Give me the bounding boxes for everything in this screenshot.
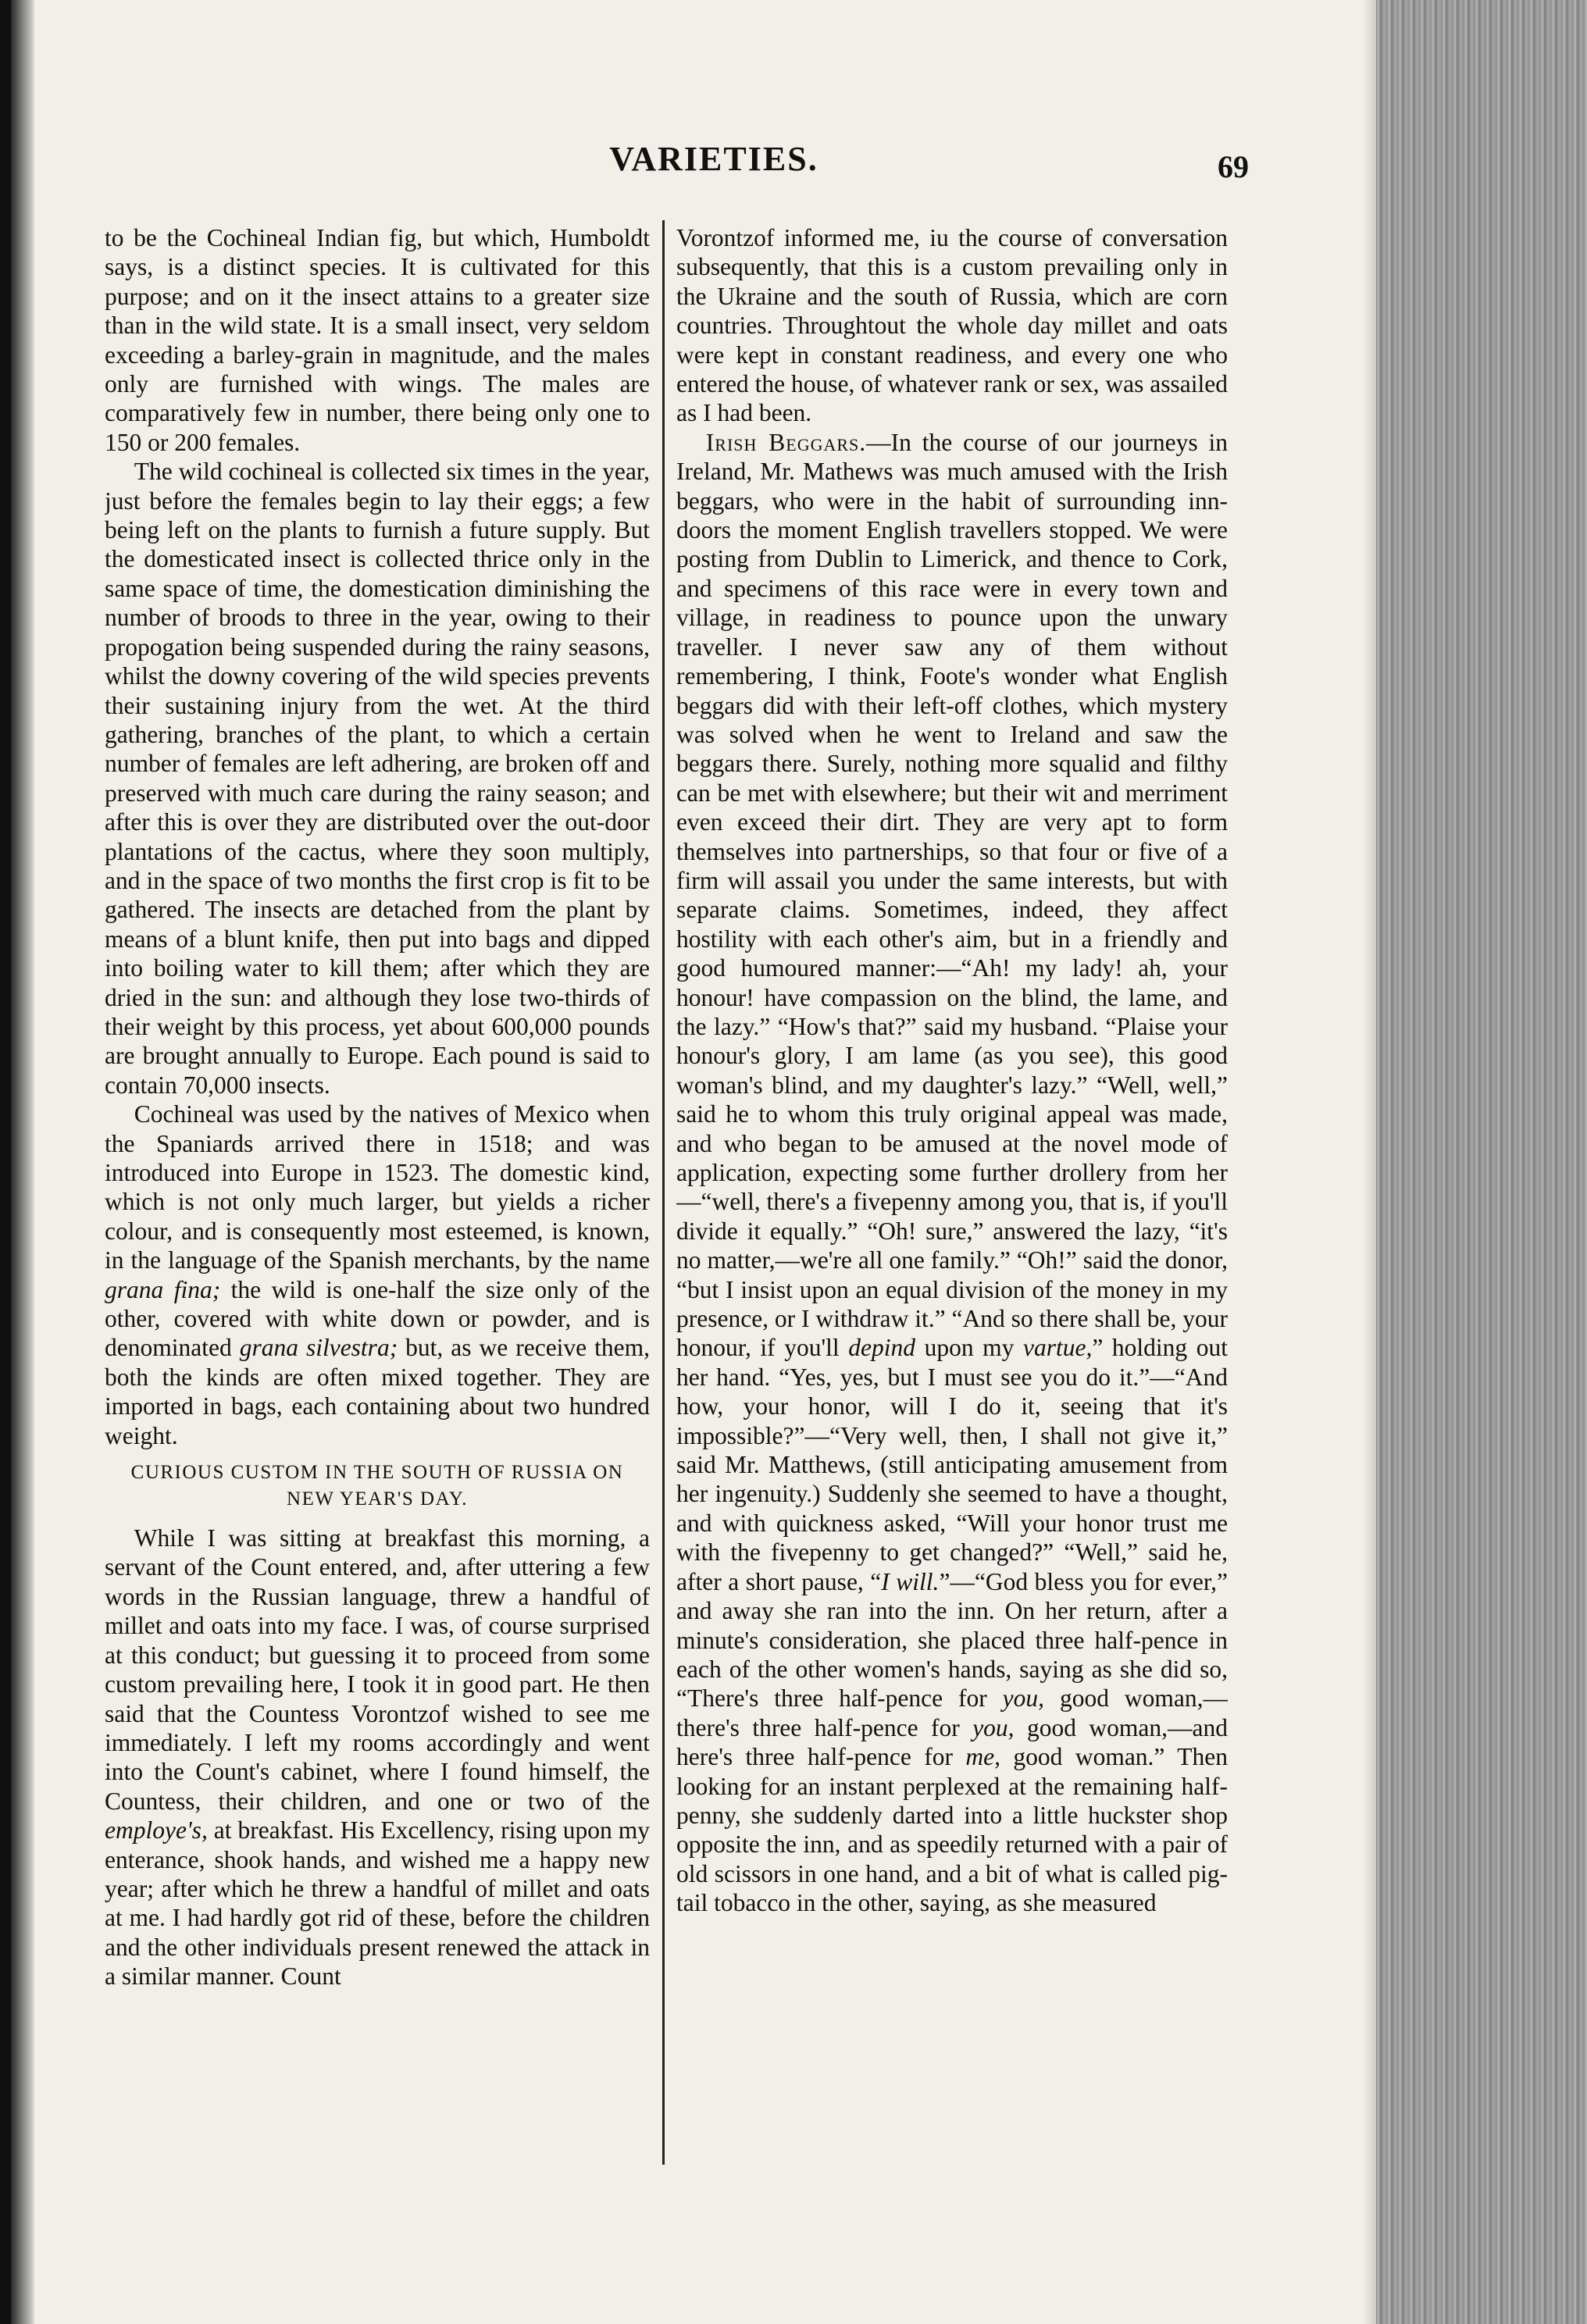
- gutter-shadow: [11, 0, 34, 2324]
- paragraph: Vorontzof informed me, iu the course of conversation subsequently, that this is a custom prevailing only in the Ukraine and the south of Russia, which are corn countries. Throughtout the whole day millet and oats were kept in constant readiness, and every one who entered the house, of whatever rank or sex, was assailed as I had been.: [676, 224, 1228, 427]
- italic-term: employe's,: [105, 1816, 208, 1845]
- page-number: 69: [1218, 149, 1249, 184]
- paragraph: to be the Cochineal Indian fig, but which, Humboldt says, is a distinct species. It is cultivated for this purpose; and on it the insect attains to a greater size than in the wild state. It is a small insect, very seldom exceeding a barley-grain in magnitude, and the males only are furnished with wings. The males are comparatively few in number, there being only one to 150 or 200 females.: [105, 224, 650, 456]
- text-run: ” holding out her hand. “Yes, yes, but I must see you do it.”—“And how, your honor, will I do it, seeing that it's impossible?”—“Very well, then, I shall not give it,” said Mr. Matthews, (still anticipating amusement from her ingenuity.) Suddenly she seemed to have a thought, and with quickness asked, “Will your honor trust me with the fivepenny to get changed?” “Well,” said he, after a short pause, “: [676, 1334, 1228, 1595]
- paragraph: [676, 428, 1228, 1918]
- italic-term: depind: [848, 1334, 915, 1362]
- italic-term: you,: [972, 1713, 1015, 1741]
- text-run: good woman.” Then looking for an instant perplexed at the remaining half-penny, she suddenly darted into a little huckster shop opposite the inn, and as speedily returned with a pair of old scissors in one hand, and a bit of what is called pig-tail tobacco in the other, saying, as she measured: [676, 1743, 1228, 1917]
- article-heading: CURIOUS CUSTOM IN THE SOUTH OF RUSSIA ON NEW YEAR'S DAY.: [130, 1462, 624, 1510]
- italic-term: you,: [1002, 1684, 1045, 1713]
- italic-term: grana silvestra;: [239, 1334, 398, 1362]
- text-run: good woman,—and here's three half-pence for: [676, 1713, 1228, 1771]
- text-run: ”—“God bless you for ever,” and away she ran into the inn. On her return, after a minute's consideration, she placed three half-pence in each of the other women's hands, saying as she did so, “There's three half-pence for: [676, 1567, 1228, 1713]
- column-rule: [662, 220, 665, 2165]
- stacked-page-edges: [1376, 0, 1587, 2324]
- text-run: While I was sitting at breakfast this morning, a servant of the Count entered, and, after uttering a few words in the Russian language, threw a handful of millet and oats into my face. I was, of course surprised at this conduct; but guessing it to proceed from some custom prevailing here, I took it in good part. He then said that the Countess Vorontzof wished to see me immediately. I left my rooms accordingly and went into the Count's cabinet, where I found himself, the Countess, their children, and one or two of the: [105, 1524, 650, 1815]
- section-title: Irish Beggars.: [705, 428, 867, 456]
- text-run: Cochineal was used by the natives of Mexico when the Spaniards arrived there in 1518; and was introduced into Europe in 1523. The domestic kind, which is not only much larger, but yields a richer colour, and is consequently most esteemed, is known, in the language of the Spanish merchants, by the name: [105, 1100, 650, 1274]
- paragraph: [105, 1524, 650, 1991]
- italic-term: grana fina;: [105, 1275, 221, 1303]
- left-column: [105, 223, 650, 2160]
- right-column: [676, 223, 1228, 2160]
- text-run: at breakfast. His Excellency, rising upon my enterance, shook hands, and wished me a happy new year; after which he threw a handful of millet and oats at me. I had hardly got rid of these, before the children and the other individuals present renewed the attack in a similar manner. Count: [105, 1816, 650, 1991]
- italic-term: me,: [965, 1743, 1000, 1771]
- text-run: but, as we receive them, both the kinds are often mixed together. They are imported in bags, each containing about two hundred weight.: [105, 1334, 650, 1449]
- paragraph: [105, 1100, 650, 1450]
- text-run: the wild is one-half the size only of the other, covered with white down or powder, and is denominated: [105, 1275, 650, 1362]
- text-run: —In the course of our journeys in Ireland, Mr. Mathews was much amused with the Irish beggars, who were in the habit of surrounding inn-doors the moment English travellers stopped. We were posting from Dublin to Limerick, and thence to Cork, and specimens of this race were in every town and village, in readiness to pounce upon the unwary traveller. I never saw any of them without remembering, I think, Foote's wonder what English beggars did with their left-off clothes, which mystery was solved when he went to Ireland and saw the beggars there. Surely, nothing more squalid and filthy can be met with elsewhere; but their wit and merriment even exceed their dirt. They are very apt to form themselves into partnerships, so that four or five of a firm will assail you under the same interests, but with separate claims. Sometimes, indeed, they affect hostility with each other's aim, but in a friendly and good humoured manner:—“Ah! my lady! ah, your honour! have compassion on the blind, the lame, and the lazy.” “How's that?” said my husband. “Plaise your honour's glory, I am lame (as you see), this good woman's blind, and my daughter's lazy.” “Well, well,” said he to whom this truly original appeal was made, and who began to be amused at the novel mode of application, expecting some further drollery from her—“well, there's a fivepenny among you, that is, if you'll divide it equally.” “Oh! sure,” answered the lazy, “it's no matter,—we're all one family.” “Oh!” said the donor, “but I insist upon an equal division of the money in my presence, or I withdraw it.” “And so there shall be, your honour, if you'll: [676, 428, 1228, 1362]
- italic-term: vartue,: [1022, 1334, 1093, 1362]
- running-head: VARIETIES.: [609, 140, 818, 178]
- italic-term: I will.: [881, 1567, 940, 1595]
- text-run: upon my: [915, 1334, 1023, 1362]
- paragraph: The wild cochineal is collected six times in the year, just before the females begin to lay their eggs; a few being left on the plants to furnish a future supply. But the domesticated insect is collected thrice only in the same space of time, the domestication diminishing the number of broods to three in the year, owing to their propogation being suspended during the rainy seasons, whilst the downy covering of the wild species prevents their sustaining injury from the wet. At the third gathering, branches of the plant, to which a certain number of females are left adhering, are broken off and preserved with much care during the rainy season; and after this is over they are distributed over the out-door plantations of the cactus, where they soon multiply, and in the space of two months the first crop is fit to be gathered. The insects are detached from the plant by means of a blunt knife, then put into bags and dipped into boiling water to kill them; after which they are dried in the sun: and although they lose two-thirds of their weight by this process, yet about 600,000 pounds are brought annually to Europe. Each pound is said to contain 70,000 insects.: [105, 458, 650, 1099]
- book-page: [11, 0, 1386, 2324]
- text-run: good woman,—there's three half-pence for: [676, 1684, 1228, 1741]
